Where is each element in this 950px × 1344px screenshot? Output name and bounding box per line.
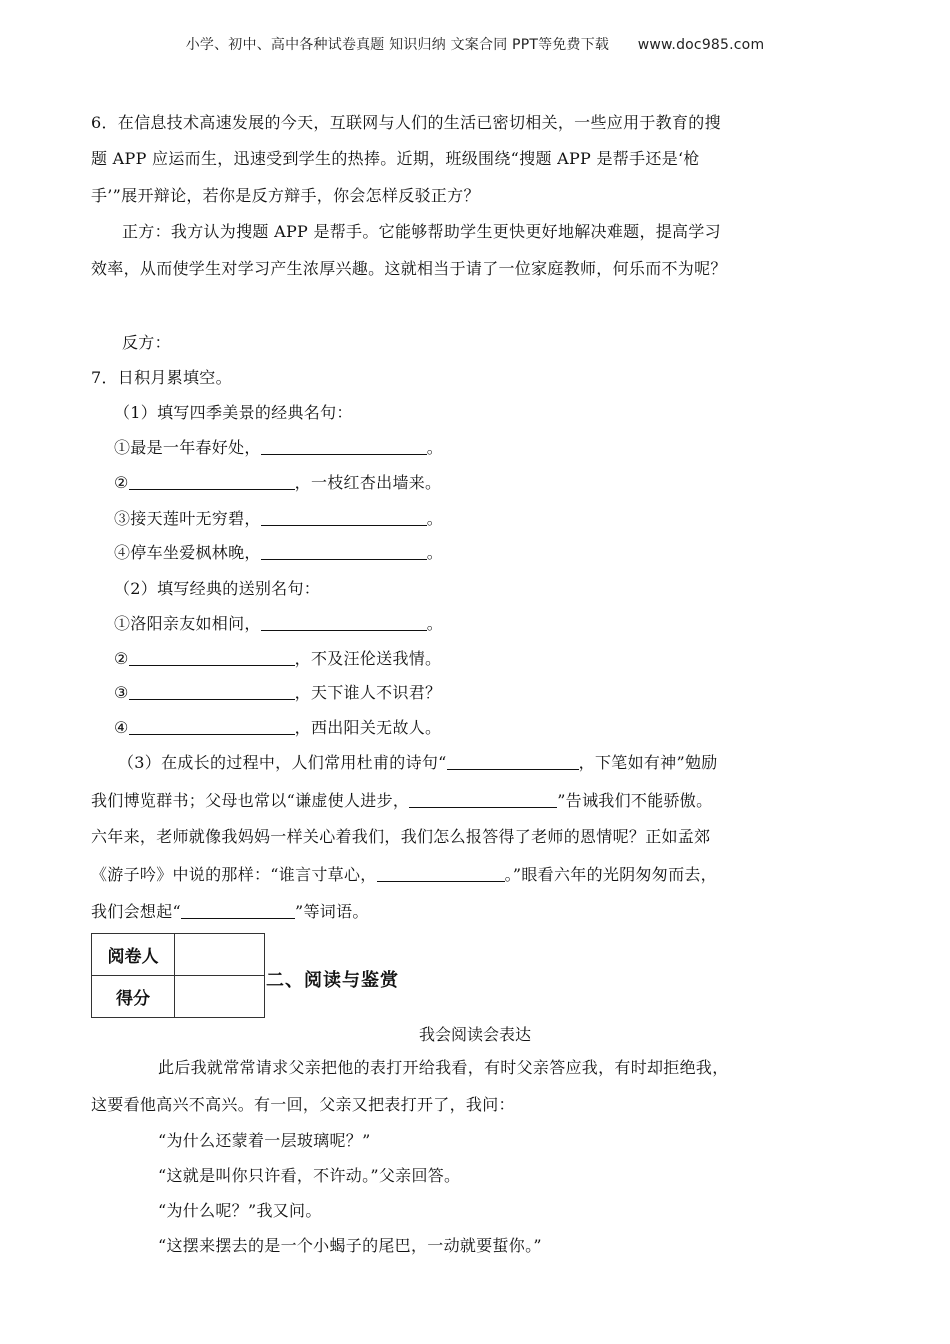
header-text: 小学、初中、高中各种试卷真题 知识归纳 文案合同 PPT等免费下载 [185,37,610,53]
passage-line-4: “这就是叫你只许看，不许动。”父亲回答。 [158,1166,461,1185]
q6-line-5: 效率，从而使学生对学习产生浓厚兴趣。这就相当于请了一位家庭教师，何乐而不为呢？ [91,259,727,278]
q7-p2-item-4-post: ，西出阳关无故人。 [294,718,442,737]
fill-blank[interactable] [129,683,295,700]
q7-title: 7．日积月累填空。 [91,368,232,387]
q7-p1-item-1-post: 。 [426,438,444,457]
q7-p2-item-3 [114,682,441,704]
q7-p3-line-2 [91,790,712,812]
fill-blank[interactable] [129,718,295,735]
q7-p2-item-2-pre: ② [114,649,129,668]
fill-blank[interactable] [261,614,427,631]
header-site-url[interactable]: www.doc985.com [637,37,765,53]
q7-p2-item-1-post: 。 [426,614,444,633]
q7-p3-line-2-post: ”告诫我们不能骄傲。 [557,791,713,810]
q7-p2-item-4 [114,717,441,739]
q6-line-2: 题 APP 应运而生，迅速受到学生的热捧。近期，班级围绕“搜题 APP 是帮手还是‘枪 [91,149,700,168]
q7-p1-item-2 [114,472,441,494]
q7-p2-item-1-pre: ①洛阳亲友如相问， [114,614,261,633]
q7-p3-line-4 [91,864,717,886]
fill-blank[interactable] [181,902,295,919]
q6-line-4: 正方：我方认为搜题 APP 是帮手。它能够帮助学生更快更好地解决难题，提高学习 [122,222,721,241]
score-cell[interactable] [175,976,265,1018]
score-table [91,933,265,1018]
passage-line-3: “为什么还蒙着一层玻璃呢？” [158,1131,371,1150]
q7-p1-item-2-post: ，一枝红杏出墙来。 [294,473,442,492]
fill-blank[interactable] [129,649,295,666]
score-label: 得分 [92,976,175,1018]
q7-p1-item-3 [114,508,443,530]
q7-p3-line-3: 六年来，老师就像我妈妈一样关心着我们，我们怎么报答得了老师的恩情呢？正如孟郊 [91,827,711,846]
fill-blank[interactable] [261,543,427,560]
q6-line-1: 6．在信息技术高速发展的今天，互联网与人们的生活已密切相关，一些应用于教育的搜 [91,113,721,132]
q7-p1-item-4 [114,542,443,564]
q7-p3-line-5-post: ”等词语。 [294,902,369,921]
q7-p3-line-1-pre: （3）在成长的过程中，人们常用杜甫的诗句“ [118,753,447,772]
q7-p1-item-1 [114,437,443,459]
q7-p3-line-4-pre: 《游子吟》中说的那样：“谁言寸草心， [91,865,377,884]
q7-part1-title: （1）填写四季美景的经典名句： [114,403,353,422]
q7-p2-item-1 [114,613,443,635]
reviewer-label: 阅卷人 [92,934,175,976]
q7-p3-line-4-post: 。”眼看六年的光阴匆匆而去， [504,865,717,884]
q7-p1-item-2-pre: ② [114,473,129,492]
passage-line-2: 这要看他高兴不高兴。有一回，父亲又把表打开了，我问： [91,1095,515,1114]
fill-blank[interactable] [409,791,557,808]
page-header [0,34,950,54]
passage-title: 我会阅读会表达 [418,1025,531,1044]
q6-answer-label: 反方： [122,333,171,352]
q7-p2-item-3-pre: ③ [114,683,129,702]
passage-line-6: “这摆来摆去的是一个小蝎子的尾巴，一动就要蜇你。” [158,1236,542,1255]
q7-p3-line-1-post: ，下笔如有神”勉励 [578,753,718,772]
q7-p1-item-1-pre: ①最是一年春好处， [114,438,261,457]
section-title: 二、阅读与鉴赏 [266,970,399,991]
fill-blank[interactable] [129,473,295,490]
q7-p2-item-3-post: ，天下谁人不识君？ [294,683,442,702]
q7-part2-title: （2）填写经典的送别名句： [114,579,321,598]
fill-blank[interactable] [261,509,427,526]
q7-p3-line-5-pre: 我们会想起“ [91,902,181,921]
q7-p3-line-5 [91,901,369,923]
fill-blank[interactable] [261,438,427,455]
q7-p2-item-4-pre: ④ [114,718,129,737]
q7-p1-item-3-post: 。 [426,509,444,528]
q7-p2-item-2 [114,648,441,670]
q7-p1-item-4-pre: ④停车坐爱枫林晚， [114,543,261,562]
q7-p3-line-1 [118,752,718,774]
q6-line-3: 手’”展开辩论，若你是反方辩手，你会怎样反驳正方？ [91,186,480,205]
fill-blank[interactable] [447,753,579,770]
q7-p3-line-2-pre: 我们博览群书；父母也常以“谦虚使人进步， [91,791,410,810]
reviewer-cell[interactable] [175,934,265,976]
fill-blank[interactable] [377,865,505,882]
q7-p1-item-4-post: 。 [426,543,444,562]
passage-line-1: 此后我就常常请求父亲把他的表打开给我看，有时父亲答应我，有时却拒绝我， [158,1058,729,1077]
passage-line-5: “为什么呢？”我又问。 [158,1201,322,1220]
q7-p2-item-2-post: ，不及汪伦送我情。 [294,649,442,668]
q7-p1-item-3-pre: ③接天莲叶无穷碧， [114,509,261,528]
